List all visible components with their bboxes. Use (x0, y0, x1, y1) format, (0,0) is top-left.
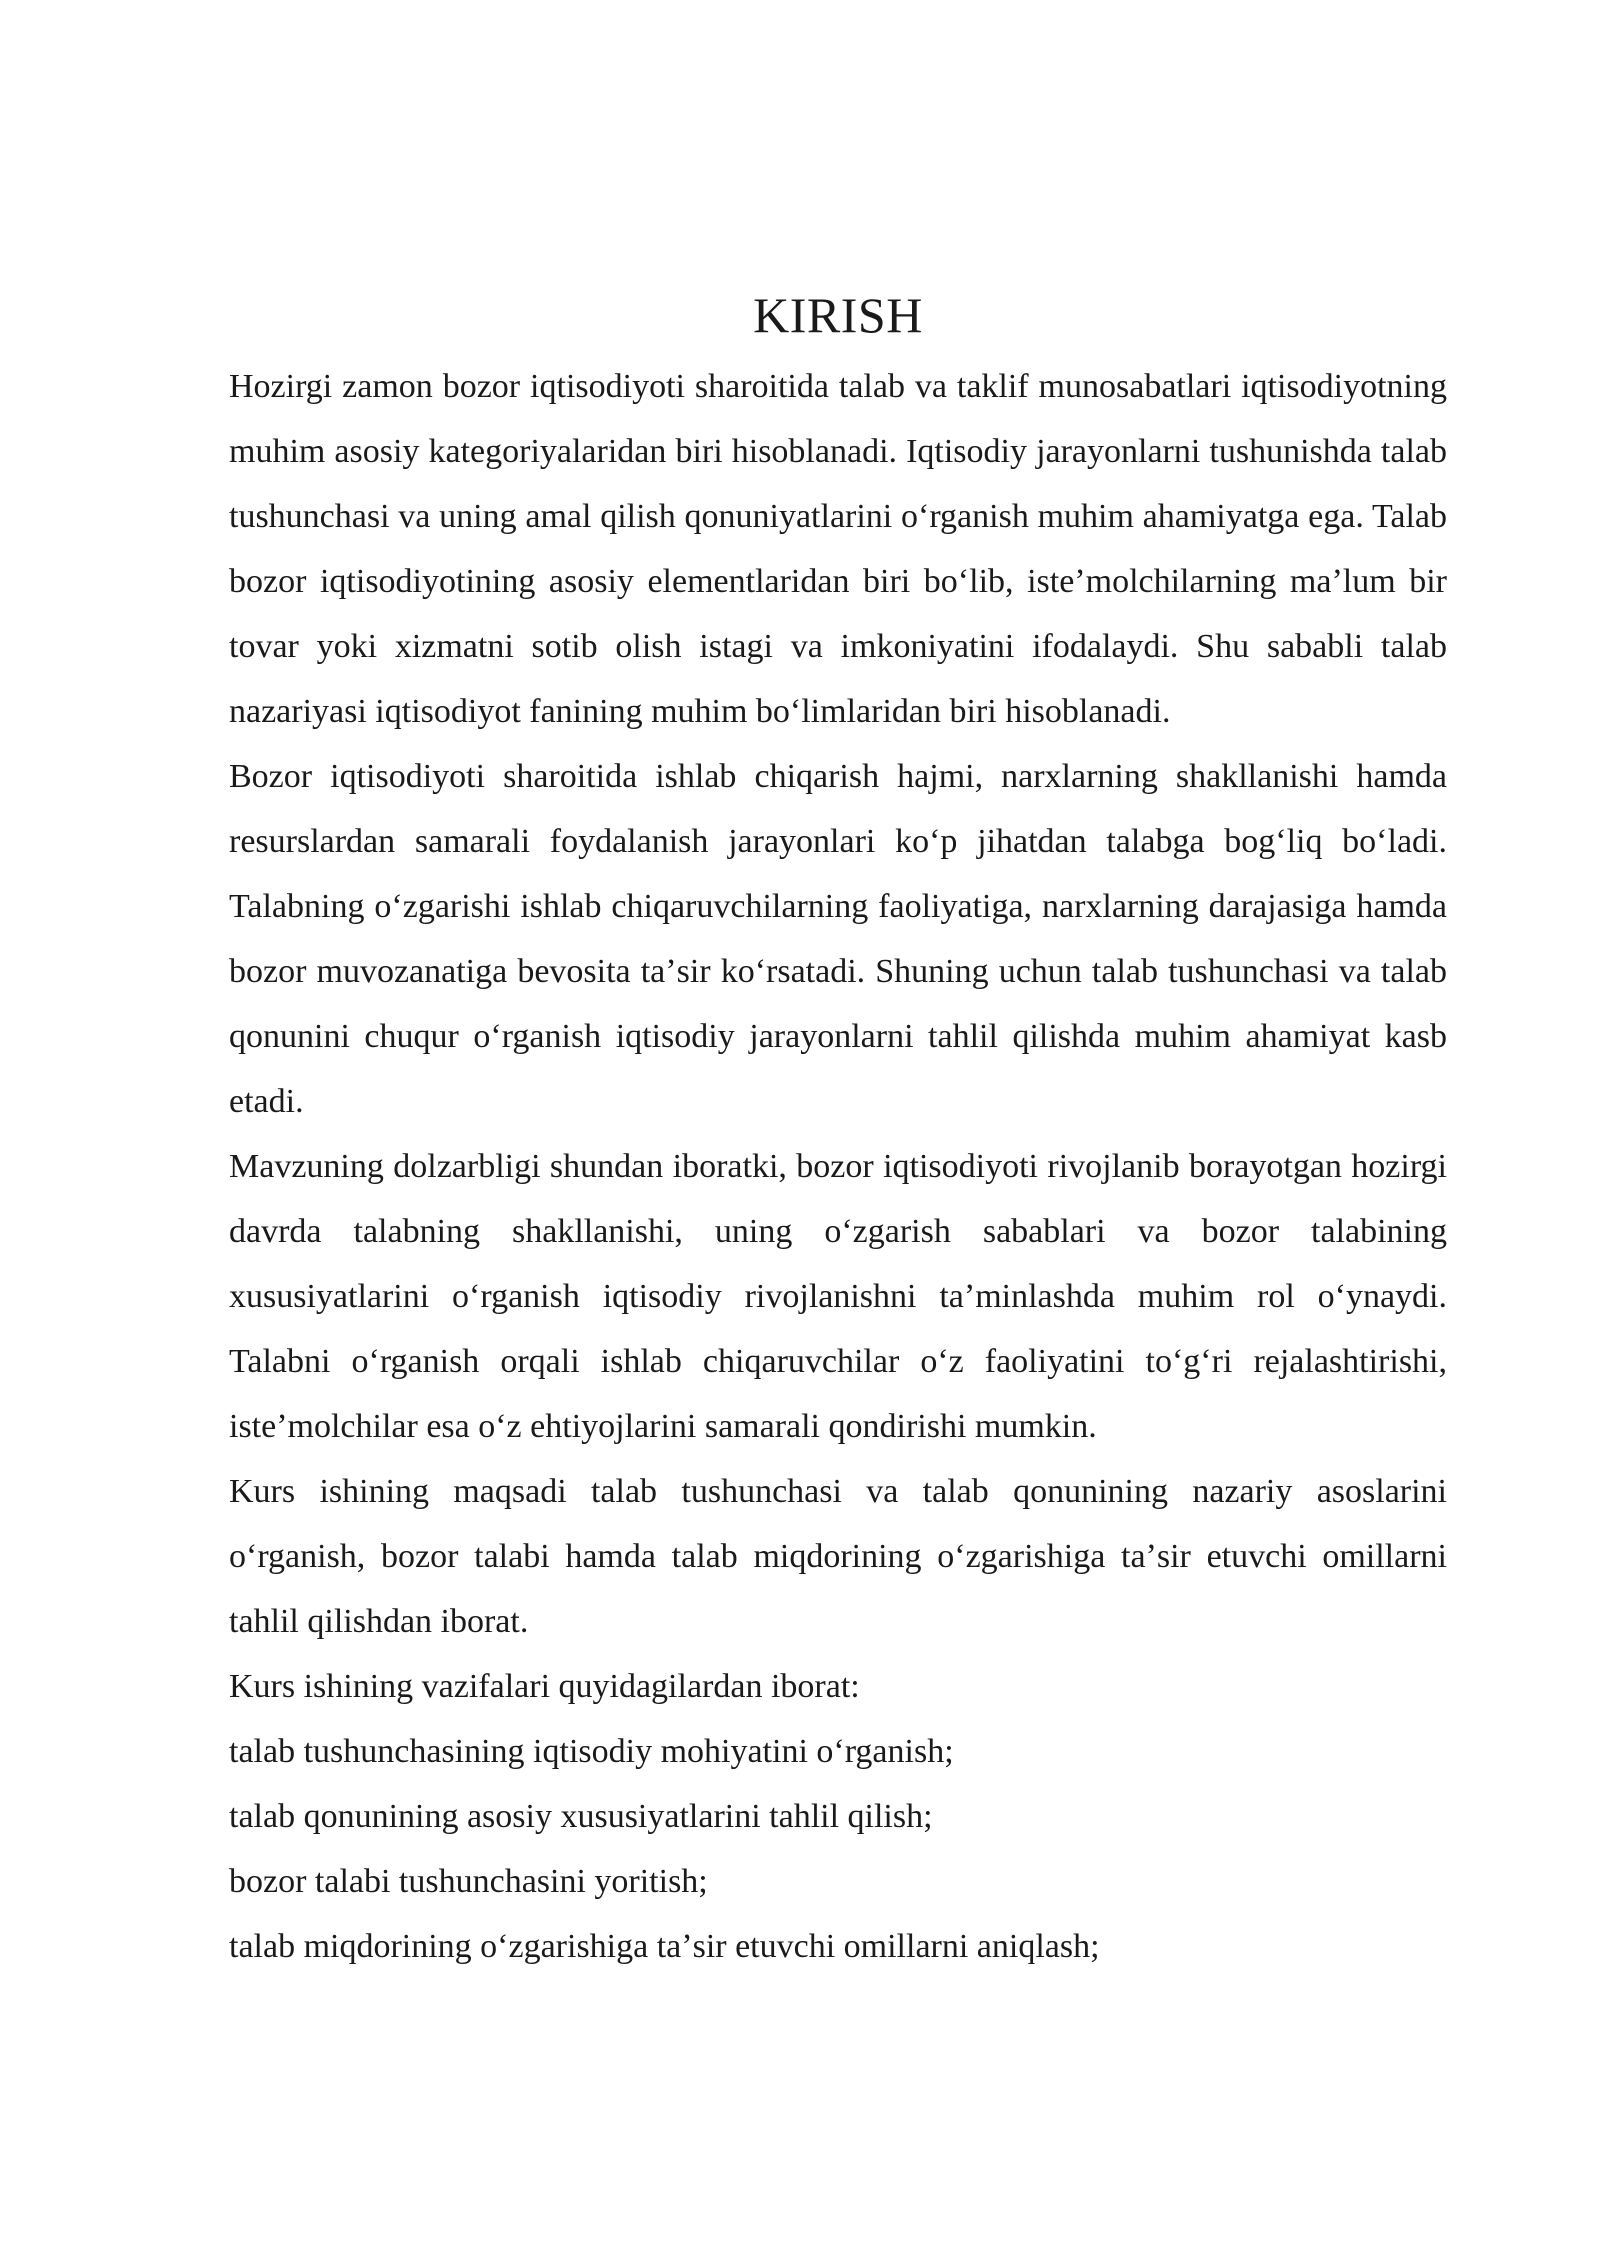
paragraph-intro: Hozirgi zamon bozor iqtisodiyoti sharoitida talab va taklif munosabatlari iqtisodiyotning muhim asosiy kategoriyalaridan biri hisoblanadi. Iqtisodiy jarayonlarni tushunishda talab tushunchasi va uning amal qilish qonuniyatlarini oʻrganish muhim ahamiyatga ega. Talab bozor iqtisodiyotining asosiy elementlaridan biri boʻlib, isteʼmolchilarning maʼlum bir tovar yoki xizmatni sotib olish istagi va imkoniyatini ifodalaydi. Shu sababli talab nazariyasi iqtisodiyot fanining muhim boʻlimlaridan biri hisoblanadi. (229, 368, 1447, 730)
paragraph-market-conditions: Bozor iqtisodiyoti sharoitida ishlab chiqarish hajmi, narxlarning shakllanishi hamda resurslardan samarali foydalanish jarayonlari koʻp jihatdan talabga bogʻliq boʻladi. Talabning oʻzgarishi ishlab chiqaruvchilarning faoliyatiga, narxlarning darajasiga hamda bozor muvozanatiga bevosita taʼsir koʻrsatadi. Shuning uchun talab tushunchasi va talab qonunini chuqur oʻrganish iqtisodiy jarayonlarni tahlil qilishda muhim ahamiyat kasb etadi. (229, 758, 1447, 1120)
task-item: bozor talabi tushunchasini yoritish; (229, 1863, 708, 1900)
task-item: talab miqdorining oʻzgarishiga taʼsir etuvchi omillarni aniqlash; (229, 1928, 1100, 1965)
page-content (229, 278, 1447, 1979)
tasks-intro: Kurs ishining vazifalari quyidagilardan iborat: (229, 1668, 860, 1705)
section-heading: KIRISH (753, 287, 923, 343)
task-item: talab qonunining asosiy xususiyatlarini tahlil qilish; (229, 1798, 933, 1835)
task-item: talab tushunchasining iqtisodiy mohiyatini oʻrganish; (229, 1733, 954, 1770)
paragraph-goal: Kurs ishining maqsadi talab tushunchasi va talab qonunining nazariy asoslarini oʻrganish, bozor talabi hamda talab miqdorining oʻzgarishiga taʼsir etuvchi omillarni tahlil qilishdan iborat. (229, 1473, 1447, 1640)
paragraph-relevance: Mavzuning dolzarbligi shundan iboratki, bozor iqtisodiyoti rivojlanib borayotgan hozirgi davrda talabning shakllanishi, uning oʻzgarish sabablari va bozor talabining xususiyatlarini oʻrganish iqtisodiy rivojlanishni taʼminlashda muhim rol oʻynaydi. Talabni oʻrganish orqali ishlab chiqaruvchilar oʻz faoliyatini toʻgʻri rejalashtirishi, isteʼmolchilar esa oʻz ehtiyojlarini samarali qondirishi mumkin. (229, 1148, 1447, 1445)
